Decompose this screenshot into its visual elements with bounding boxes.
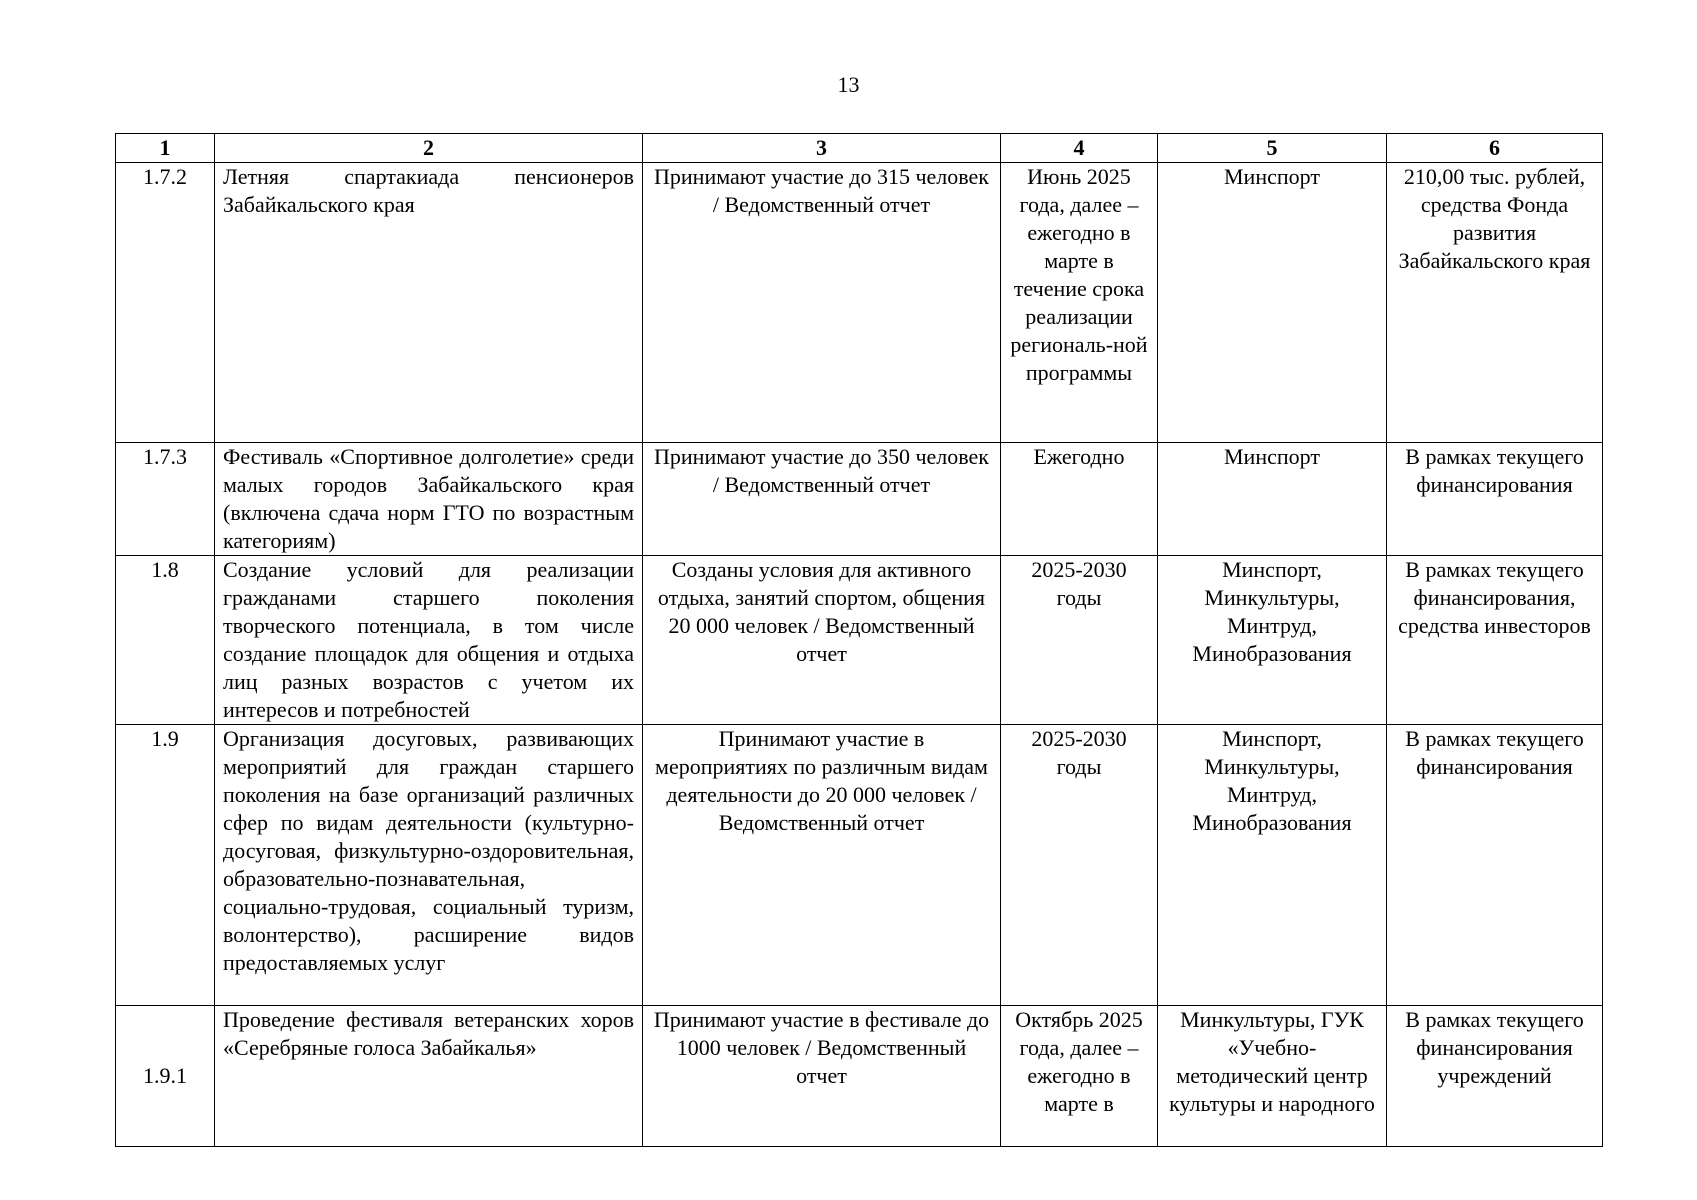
funding: В рамках текущего финансирования учреждений: [1387, 1006, 1603, 1147]
page-number: 13: [837, 72, 860, 97]
period: Июнь 2025 года, далее – ежегодно в марте в течение срока реализации региональ-ной программы: [1001, 163, 1158, 443]
expected-result: Принимают участие до 350 человек / Ведомственный отчет: [643, 443, 1001, 556]
column-header: 3: [643, 134, 1001, 163]
executor: Минспорт: [1158, 163, 1387, 443]
column-header: 5: [1158, 134, 1387, 163]
period: 2025-2030 годы: [1001, 725, 1158, 1006]
row-number: 1.8: [116, 556, 215, 725]
row-number: 1.9: [116, 725, 215, 1006]
expected-result: Принимают участие в фестивале до 1000 человек / Ведомственный отчет: [643, 1006, 1001, 1147]
expected-result: Принимают участие до 315 человек / Ведомственный отчет: [643, 163, 1001, 443]
expected-result: Принимают участие в мероприятиях по различным видам деятельности до 20 000 человек / Ведомственный отчет: [643, 725, 1001, 1006]
column-header: 6: [1387, 134, 1603, 163]
measure-name: Фестиваль «Спортивное долголетие» среди малых городов Забайкальского края (включена сдача норм ГТО по возрастным категориям): [215, 443, 643, 556]
row-number: 1.7.3: [116, 443, 215, 556]
row-number: 1.7.2: [116, 163, 215, 443]
row-number: 1.9.1: [116, 1006, 215, 1147]
column-header: 1: [116, 134, 215, 163]
period: Ежегодно: [1001, 443, 1158, 556]
executor: Минкультуры, ГУК «Учебно-методический центр культуры и народного: [1158, 1006, 1387, 1147]
column-header: 4: [1001, 134, 1158, 163]
header-row: [116, 134, 1603, 163]
measures-table: [115, 133, 1603, 1147]
funding: 210,00 тыс. рублей, средства Фонда развития Забайкальского края: [1387, 163, 1603, 443]
executor: Минспорт: [1158, 443, 1387, 556]
measure-name: Проведение фестиваля ветеранских хоров «Серебряные голоса Забайкалья»: [215, 1006, 643, 1147]
measure-name: Организация досуговых, развивающих мероприятий для граждан старшего поколения на базе организаций различных сфер по видам деятельности (культурно-досуговая, физкультурно-оздоровительная, образовательно-познавательная, социально-трудовая, социальный туризм, волонтерство), расширение видов предоставляемых услуг: [215, 725, 643, 1006]
table-row: [116, 725, 1603, 1006]
expected-result: Созданы условия для активного отдыха, занятий спортом, общения 20 000 человек / Ведомственный отчет: [643, 556, 1001, 725]
funding: В рамках текущего финансирования: [1387, 725, 1603, 1006]
executor: Минспорт, Минкультуры, Минтруд, Минобразования: [1158, 725, 1387, 1006]
table-row: [116, 1006, 1603, 1147]
table-row: [116, 556, 1603, 725]
period: 2025-2030 годы: [1001, 556, 1158, 725]
table-row: [116, 163, 1603, 443]
period: Октябрь 2025 года, далее – ежегодно в марте в: [1001, 1006, 1158, 1147]
measure-name: Летняя спартакиада пенсионеров Забайкальского края: [215, 163, 643, 443]
measure-name: Создание условий для реализации гражданами старшего поколения творческого потенциала, в том числе создание площадок для общения и отдыха лиц разных возрастов с учетом их интересов и потребностей: [215, 556, 643, 725]
funding: В рамках текущего финансирования, средства инвесторов: [1387, 556, 1603, 725]
executor: Минспорт, Минкультуры, Минтруд, Минобразования: [1158, 556, 1387, 725]
column-header: 2: [215, 134, 643, 163]
funding: В рамках текущего финансирования: [1387, 443, 1603, 556]
table-row: [116, 443, 1603, 556]
